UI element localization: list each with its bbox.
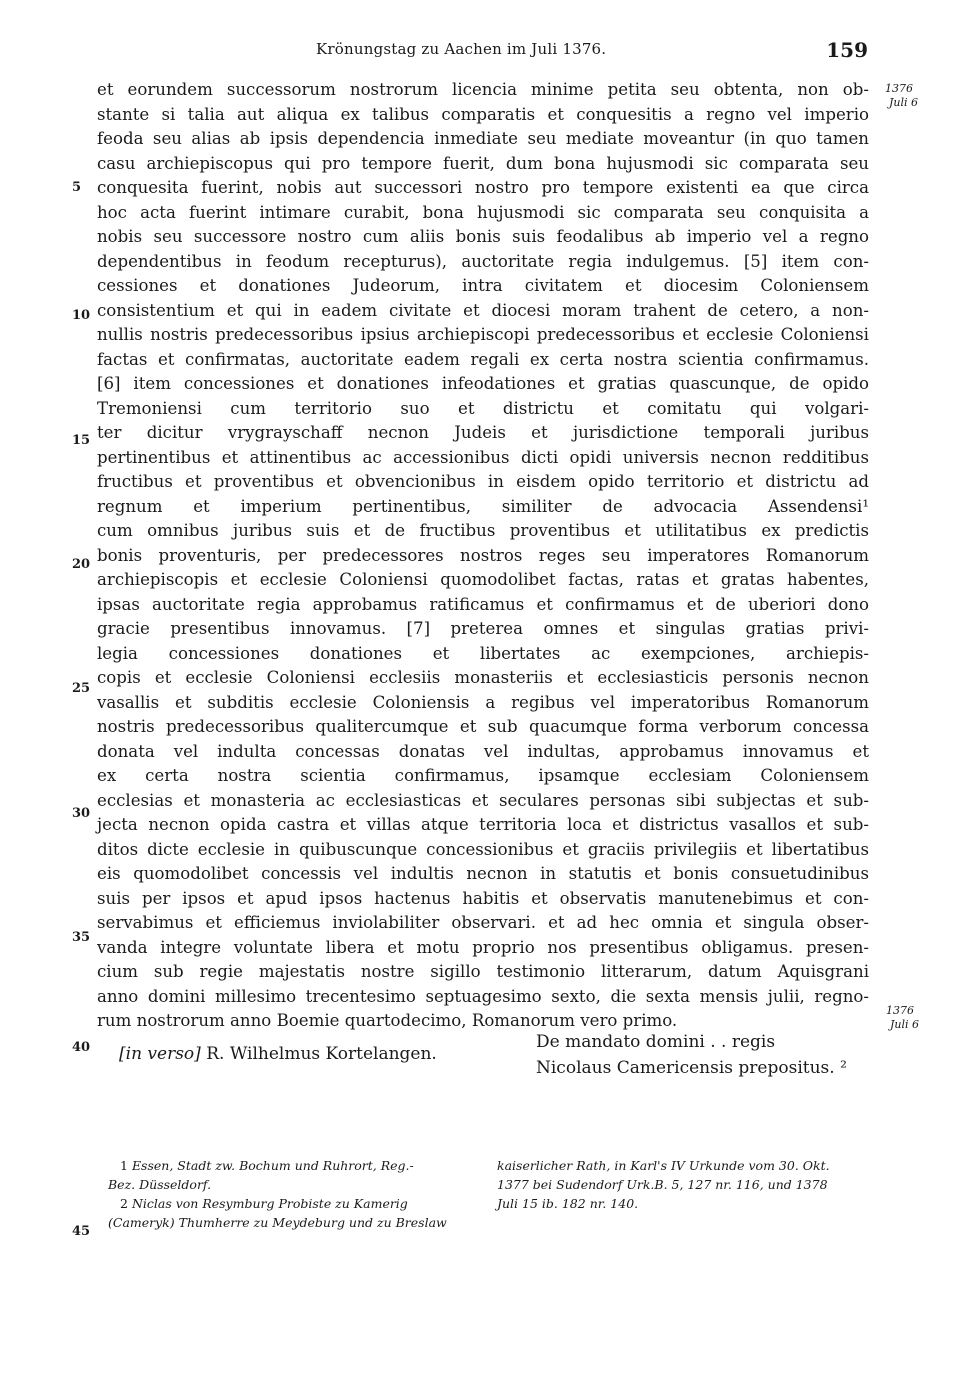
margin-date-bottom	[886, 1004, 919, 1032]
header-title: Krönungstag zu Aachen im Juli 1376.	[316, 40, 607, 58]
footnote-text: (Cameryk) Thumherre zu Meydeburg und zu Breslaw	[108, 1215, 447, 1230]
text-line: consistentium et qui in eadem civitate et diocesi moram trahent de cetero, a non-	[97, 300, 869, 320]
text-line: vasallis et subditis ecclesie Coloniensis a regibus vel imperatoribus Romanorum	[97, 692, 869, 712]
text-line: bonis proventuris, per predecessores nostros reges seu imperatores Romanorum	[97, 545, 869, 565]
footnotes-right	[497, 1156, 877, 1213]
text-line: ex certa nostra scientia confirmamus, ipsamque ecclesiam Coloniensem	[97, 766, 869, 785]
text-line: rum nostrorum anno Boemie quartodecimo, Romanorum vero primo.	[97, 1011, 678, 1030]
margin-day: Juli 6	[890, 1018, 920, 1031]
line-number: 20	[72, 557, 91, 572]
text-line: legia concessiones donationes et libertates ac exempciones, archiepis-	[97, 643, 869, 663]
mandate-line-1: De mandato domini . . regis	[536, 1032, 776, 1052]
text-line: suis per ipsos et apud ipsos hactenus habitis et observatis manutenebimus et con-	[97, 888, 869, 908]
text-line: feoda seu alias ab ipsis dependencia inmediate seu mediate moveantur (in quo tamen	[97, 129, 869, 148]
margin-day: Juli 6	[889, 96, 919, 109]
text-line: nullis nostris predecessoribus ipsius archiepiscopi predecessoribus et ecclesie Coloniensi	[97, 325, 869, 344]
margin-date-top	[885, 82, 918, 110]
running-header	[316, 38, 868, 62]
text-line: cium sub regie majestatis nostre sigillo testimonio litterarum, datum Aquisgrani	[97, 962, 869, 981]
footnote-line: 1377 bei Sudendorf Urk.B. 5, 127 nr. 116, und 1378	[497, 1177, 828, 1192]
footnotes-left	[108, 1156, 480, 1232]
line-number: 40	[72, 1040, 91, 1055]
text-line: eis quomodolibet concessis vel indultis necnon in statutis et bonis consuetudinibus	[97, 864, 869, 883]
page-number: 159	[826, 38, 868, 62]
text-line: hoc acta fuerint intimare curabit, bona hujusmodi sic comparata seu conquisita a	[97, 202, 869, 222]
footnote-line	[108, 1156, 480, 1175]
verso-note	[119, 1042, 437, 1066]
verso-name: R. Wilhelmus Kortelangen.	[206, 1044, 437, 1064]
line-number: 30	[72, 806, 91, 821]
text-line: ditos dicte ecclesie in quibuscunque concessionibus et graciis privilegiis et libertatibus	[97, 839, 869, 859]
footnote-line: kaiserlicher Rath, in Karl's IV Urkunde vom 30. Okt.	[497, 1158, 830, 1173]
margin-year: 1376	[885, 82, 913, 95]
footnote-line	[108, 1194, 480, 1213]
line-number: 10	[72, 308, 91, 323]
text-line: regnum et imperium pertinentibus, similiter de advocacia Assendensi¹	[97, 496, 869, 516]
text-line: factas et confirmatas, auctoritate eadem regali ex certa nostra scientia confirmamus.	[97, 349, 869, 369]
line-number: 35	[72, 930, 91, 945]
text-line: casu archiepiscopus qui pro tempore fuerit, dum bona hujusmodi sic comparata seu	[97, 153, 869, 173]
footnote-line: Juli 15 ib. 182 nr. 140.	[497, 1196, 639, 1211]
text-line: cum omnibus juribus suis et de fructibus proventibus et utilitatibus ex predictis	[97, 521, 869, 540]
text-line: ipsas auctoritate regia approbamus ratificamus et confirmamus et de uberiori dono	[97, 594, 869, 614]
text-line: fructibus et proventibus et obvencionibus in eisdem opido territorio et districtu ad	[97, 472, 869, 491]
text-line: pertinentibus et attinentibus ac accessionibus dicti opidi universis necnon redditibus	[97, 447, 869, 467]
footnote-line	[108, 1175, 480, 1194]
line-number: 15	[72, 433, 91, 448]
line-number: 25	[72, 681, 91, 696]
text-line: gracie presentibus innovamus. [7] preterea omnes et singulas gratias privi-	[97, 619, 869, 638]
text-line: nobis seu successore nostro cum aliis bonis suis feodalibus ab imperio vel a regno	[97, 227, 869, 246]
footnote-number: 1	[120, 1158, 128, 1173]
footnote-line	[108, 1213, 480, 1232]
text-line: donata vel indulta concessas donatas vel indultas, approbamus innovamus et	[97, 741, 869, 761]
text-line: et eorundem successorum nostrorum licencia minime petita seu obtenta, non ob-	[97, 80, 869, 99]
footnote-text: Niclas von Resymburg Probiste zu Kamerig	[131, 1196, 408, 1211]
line-number: 5	[72, 180, 82, 195]
footnote-text: Bez. Düsseldorf.	[108, 1177, 212, 1192]
text-line: nostris predecessoribus qualitercumque et sub quacumque forma verborum concessa	[97, 717, 869, 736]
text-line: dependentibus in feodum recepturus), auctoritate regia indulgemus. [5] item con-	[97, 251, 869, 271]
text-line: copis et ecclesie Coloniensi ecclesiis monasteriis et ecclesiasticis personis necnon	[97, 668, 869, 687]
text-line: servabimus et efficiemus inviolabiliter observari. et ad hec omnia et singula obser-	[97, 913, 869, 932]
footnote-text: Essen, Stadt zw. Bochum und Ruhrort, Reg.-	[131, 1158, 414, 1173]
text-line: [6] item concessiones et donationes infeodationes et gratias quascunque, de opido	[97, 374, 869, 393]
verso-label: [in verso]	[119, 1044, 201, 1064]
text-line: archiepiscopis et ecclesie Coloniensi quomodolibet factas, ratas et gratas habentes,	[97, 570, 869, 589]
text-line: jecta necnon opida castra et villas atque territoria loca et districtus vasallos et sub-	[97, 815, 869, 834]
footnote-number: 2	[120, 1196, 128, 1211]
text-line: anno domini millesimo trecentesimo septuagesimo sexto, die sexta mensis julii, regno-	[97, 986, 869, 1006]
text-line: conquesita fuerint, nobis aut successori nostro pro tempore existenti ea que circa	[97, 178, 869, 197]
margin-year: 1376	[886, 1004, 914, 1017]
text-line: Tremoniensi cum territorio suo et districtu et comitatu qui volgari-	[97, 398, 869, 418]
text-line: vanda integre voluntate libera et motu proprio nos presentibus obligamus. presen-	[97, 937, 869, 957]
text-line: ter dicitur vrygrayschaff necnon Judeis et jurisdictione temporali juribus	[97, 423, 869, 442]
text-line: stante si talia aut aliqua ex talibus comparatis et conquesitis a regno vel imperio	[97, 104, 869, 124]
mandate-line-2: Nicolaus Camericensis prepositus. ²	[536, 1058, 847, 1078]
body-text	[97, 78, 869, 1034]
line-number: 45	[72, 1224, 91, 1239]
text-line: ecclesias et monasteria ac ecclesiasticas et seculares personas sibi subjectas et sub-	[97, 790, 869, 810]
text-line: cessiones et donationes Judeorum, intra civitatem et diocesim Coloniensem	[97, 276, 869, 295]
